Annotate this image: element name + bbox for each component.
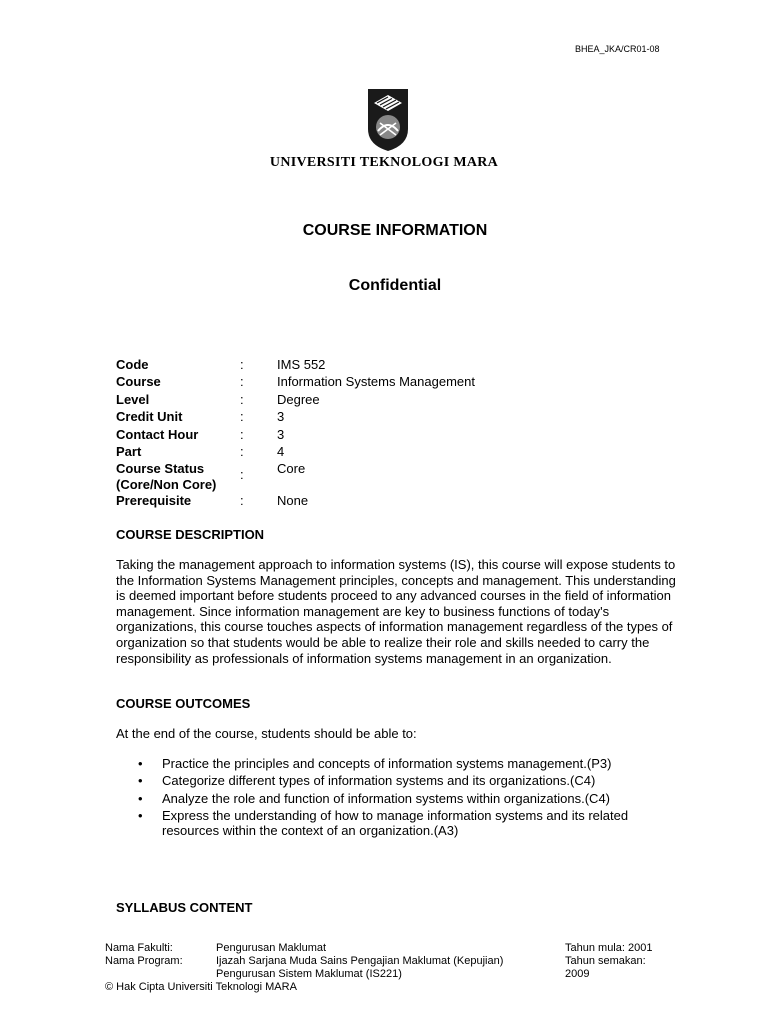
- info-colon: :: [240, 357, 244, 372]
- footer-program-value-2: Pengurusan Sistem Maklumat (IS221): [216, 968, 402, 980]
- footer-program-value: Ijazah Sarjana Muda Sains Pengajian Maklumat (Kepujian): [216, 955, 504, 967]
- info-value: IMS 552: [277, 357, 326, 372]
- bullet-icon: •: [138, 756, 143, 771]
- info-label: Credit Unit: [116, 409, 183, 424]
- info-colon: :: [240, 409, 244, 424]
- info-value: None: [277, 493, 309, 508]
- outcome-text: Express the understanding of how to manage information systems and its related resources within the context of an organization.(A3): [162, 807, 629, 839]
- info-label: Prerequisite: [116, 493, 192, 508]
- footer-review-label: Tahun semakan:: [565, 955, 646, 967]
- list-item: [116, 773, 686, 788]
- info-value: 3: [277, 427, 285, 442]
- outcome-text: Practice the principles and concepts of information systems management.(P3): [162, 756, 612, 771]
- footer-copyright: © Hak Cipta Universiti Teknologi MARA: [105, 981, 297, 993]
- bullet-icon: •: [138, 807, 143, 823]
- info-colon: :: [240, 467, 244, 482]
- info-label: Contact Hour: [116, 427, 199, 442]
- bullet-icon: •: [138, 790, 143, 806]
- info-colon: :: [240, 444, 244, 459]
- info-label: Code: [116, 357, 149, 372]
- list-item: [116, 791, 686, 806]
- footer-faculty-label: Nama Fakulti:: [105, 942, 173, 954]
- outcome-text: Analyze the role and function of information systems within organizations.(C4): [162, 790, 610, 806]
- course-outcomes-list: [116, 756, 686, 840]
- info-colon: :: [240, 392, 244, 407]
- info-colon: :: [240, 493, 244, 508]
- info-colon: :: [240, 427, 244, 442]
- course-description-heading: COURSE DESCRIPTION: [116, 527, 265, 542]
- course-description-text: Taking the management approach to information systems (IS), this course will expose students to the Information Systems Management principles, concepts and management. This understanding is deemed important before students proceed to any advanced courses in the field of information management. Since information management are key to business functions of today's organizations, this course touches aspects of information management regardless of the types of organization so that students would be able to realize their role and skills needed to carry the responsibility as professionals of information systems management in an organization.: [116, 557, 676, 666]
- bullet-icon: •: [138, 773, 143, 789]
- footer-faculty-value: Pengurusan Maklumat: [216, 942, 327, 954]
- info-label: Level: [116, 392, 150, 407]
- list-item: [116, 808, 686, 839]
- course-outcomes-intro: At the end of the course, students should be able to:: [116, 726, 417, 741]
- info-value: Core: [277, 461, 306, 476]
- page-title: COURSE INFORMATION: [302, 222, 488, 239]
- footer-start-year: Tahun mula: 2001: [565, 942, 653, 954]
- info-colon: :: [240, 374, 244, 389]
- list-item: [116, 756, 686, 771]
- university-name: UNIVERSITI TEKNOLOGI MARA: [269, 155, 499, 170]
- page-subtitle: Confidential: [348, 277, 442, 294]
- course-outcomes-heading: COURSE OUTCOMES: [116, 696, 251, 711]
- footer-review-year: 2009: [565, 968, 590, 980]
- info-label-secondary: (Core/Non Core): [116, 477, 217, 492]
- document-code: BHEA_JKA/CR01-08: [575, 44, 660, 54]
- uitm-logo-icon: [368, 89, 408, 151]
- info-value: Information Systems Management: [277, 374, 475, 389]
- info-value: 4: [277, 444, 285, 459]
- outcome-text: Categorize different types of information systems and its organizations.(C4): [162, 773, 596, 789]
- info-value: 3: [277, 409, 285, 424]
- info-label: Part: [116, 444, 142, 459]
- info-value: Degree: [277, 392, 320, 407]
- footer-program-label: Nama Program:: [105, 955, 183, 967]
- syllabus-content-heading: SYLLABUS CONTENT: [116, 900, 253, 915]
- info-label: Course Status: [116, 461, 205, 476]
- info-label: Course: [116, 374, 161, 389]
